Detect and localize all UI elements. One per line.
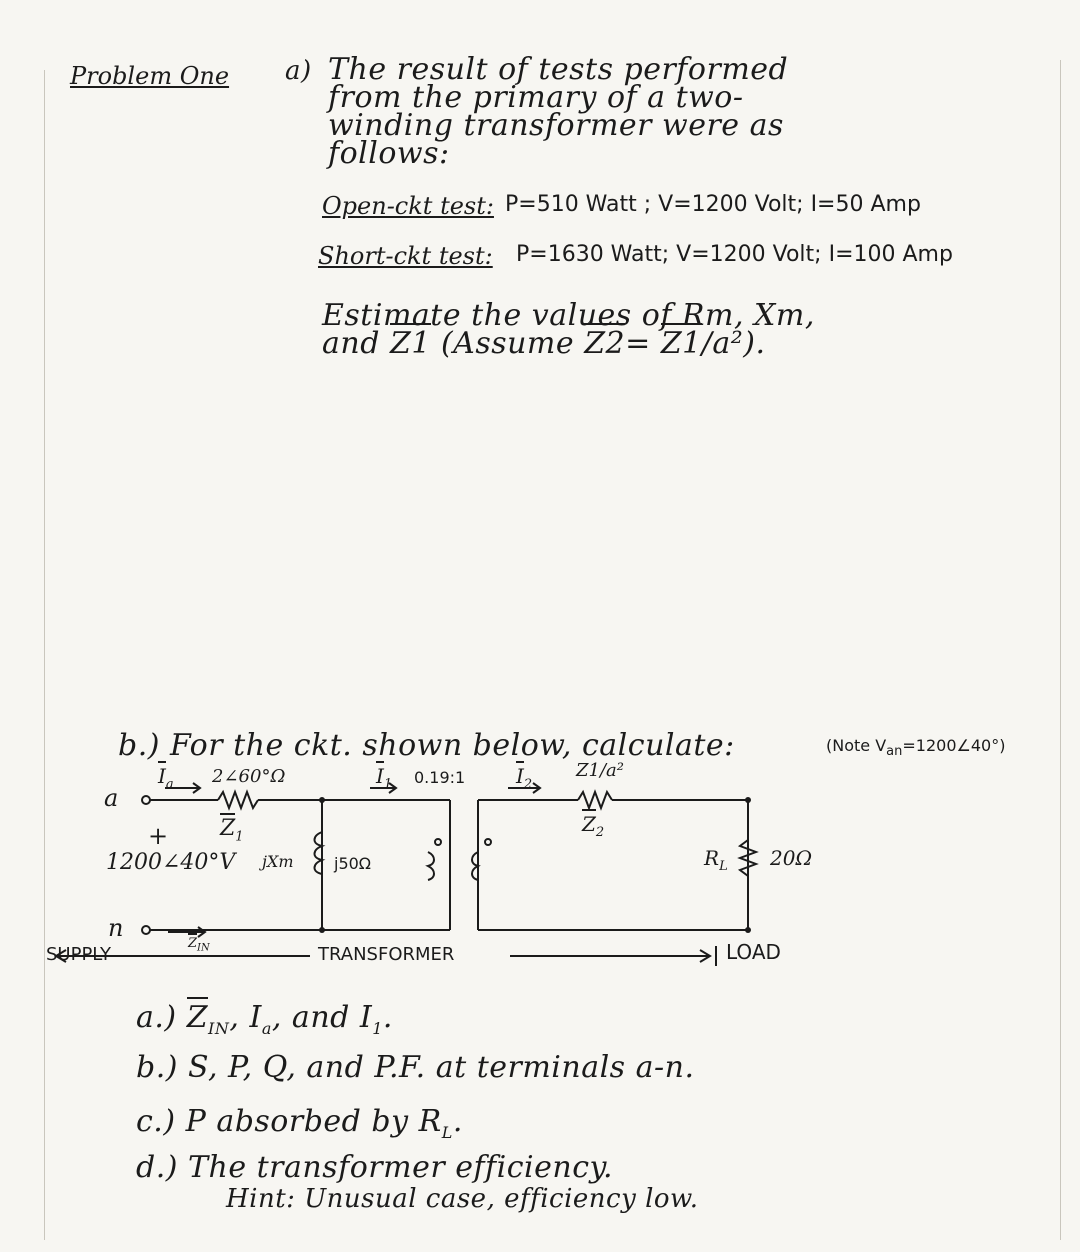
- question-c: c.) P absorbed by $R_L$.: [136, 1104, 463, 1142]
- estimate-end: /a²).: [701, 326, 766, 361]
- short-ckt-values: P=1630 Watt; V=1200 Volt; I=100 Amp: [516, 242, 953, 267]
- estimate-equals: =: [625, 326, 651, 361]
- z1-over-a2-label: Z1/a²: [576, 760, 624, 781]
- node-a-label: a: [104, 784, 119, 812]
- supply-label: SUPPLY: [46, 944, 111, 965]
- open-ckt-label: Open-ckt test:: [322, 192, 494, 220]
- part-a-line-2: from the primary of a two-: [328, 80, 744, 115]
- node-n-label: n: [108, 914, 124, 942]
- rl-value: 20Ω: [770, 846, 813, 870]
- source-voltage-label: 1200∠40°V: [106, 850, 236, 875]
- estimate-line-1: Estimate the values of Rm, Xm,: [322, 298, 815, 333]
- z1-symbol: Z1: [390, 323, 431, 361]
- question-a: a.) $Z_{IN}$, $I_a$, and $I_1$.: [136, 1000, 393, 1038]
- z2-circuit-label: $Z_2$: [582, 812, 604, 840]
- z1-symbol-2: Z1: [661, 323, 702, 361]
- rl-label: $R_L$: [704, 846, 728, 874]
- jxm-label: jXm: [262, 852, 294, 871]
- question-b: b.) S, P, Q, and P.F. at terminals a-n.: [136, 1050, 695, 1085]
- current-i1-label: $I_1$: [376, 764, 392, 792]
- part-a-line-1: The result of tests performed: [328, 52, 789, 87]
- zin-label: $Z_{IN}$: [188, 936, 210, 954]
- j50-label: j50Ω: [334, 854, 372, 873]
- current-i2-label: $I_2$: [516, 764, 532, 792]
- estimate-assume: (Assume: [440, 326, 575, 361]
- part-b-note: (Note $V_{an}=1200\angle 40^\circ$): [826, 736, 1006, 760]
- estimate-and: and: [322, 326, 380, 361]
- short-ckt-label: Short-ckt test:: [318, 242, 493, 270]
- plus-sign: +: [148, 822, 169, 850]
- current-ia-label: $I_a$: [158, 764, 174, 792]
- z2-symbol: Z2: [584, 323, 625, 361]
- part-b-intro: b.) For the ckt. shown below, calculate:: [118, 728, 735, 763]
- z1-circuit-label: $Z_1$: [220, 816, 244, 844]
- part-a-line-3: winding transformer were as: [328, 108, 784, 143]
- hint-text: Hint: Unusual case, efficiency low.: [226, 1184, 699, 1214]
- open-ckt-values: P=510 Watt ; V=1200 Volt; I=50 Amp: [505, 192, 921, 217]
- transformer-label: TRANSFORMER: [318, 944, 455, 965]
- problem-title: Problem One: [70, 62, 230, 90]
- z1-impedance-value: 2∠60°Ω: [212, 766, 286, 787]
- part-a-line-4: follows:: [328, 136, 450, 171]
- part-a-label: a): [285, 56, 312, 86]
- question-d: d.) The transformer efficiency.: [136, 1150, 614, 1185]
- turns-ratio: 0.19:1: [414, 768, 466, 787]
- load-label: LOAD: [726, 940, 781, 964]
